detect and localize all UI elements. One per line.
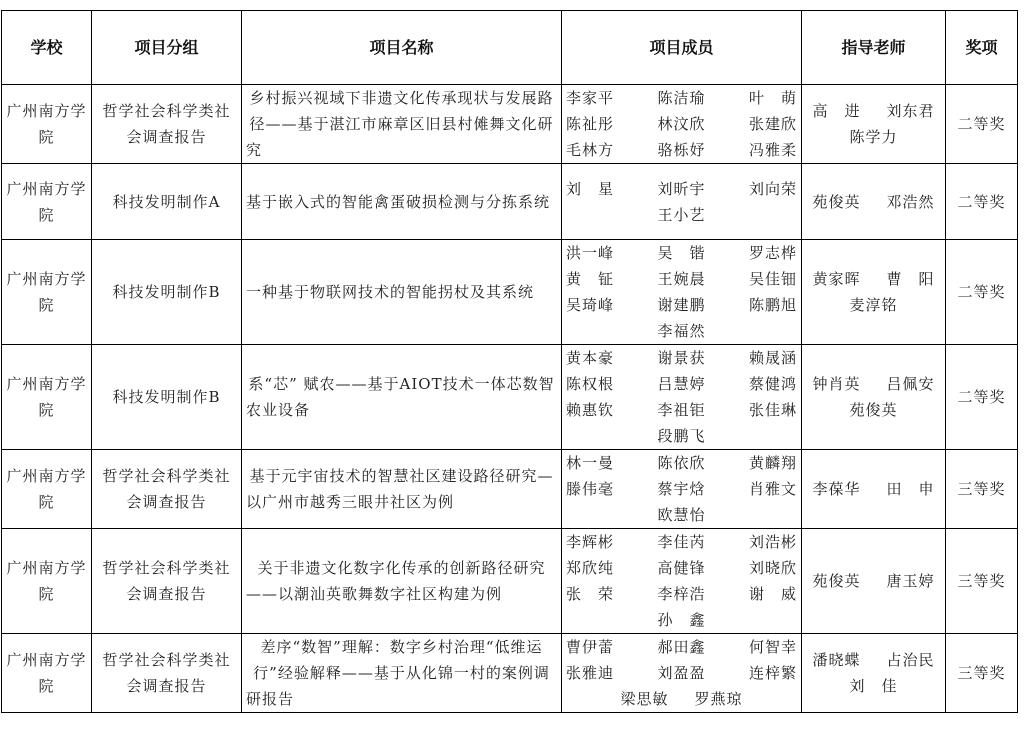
member-line (566, 176, 797, 202)
member-line (566, 137, 797, 163)
member-line (566, 266, 797, 292)
project-name-cell: 一种基于物联网技术的智能拐杖及其系统 (242, 240, 562, 345)
school-cell: 广州南方学院 (2, 240, 92, 345)
member-name: 叶 萌 (748, 89, 797, 107)
member-line (566, 292, 797, 318)
member-line (566, 371, 797, 397)
advisor-line (806, 476, 941, 502)
member-name: 肖雅文 (748, 480, 797, 498)
member-name: 骆栎妤 (657, 141, 706, 159)
advisor-name: 刘东君 (886, 102, 935, 120)
member-name: 赖惠钦 (566, 401, 615, 419)
members-cell (562, 164, 802, 240)
member-name: 陈鹏旭 (748, 296, 797, 314)
advisor-name: 唐玉婷 (886, 572, 935, 590)
member-name: 黄本豪 (566, 349, 615, 367)
member-name: 王小艺 (657, 205, 706, 224)
group-cell: 哲学社会科学类社会调查报告 (92, 85, 242, 164)
advisors-cell (802, 240, 946, 345)
table-row (2, 240, 1018, 345)
member-name: 谢 威 (748, 585, 797, 603)
member-name: 蔡健鸿 (748, 375, 797, 393)
member-line (566, 318, 797, 344)
table-row (2, 164, 1018, 240)
advisor-line (806, 98, 941, 124)
member-line (566, 634, 797, 660)
advisor-name: 黄家晖 (812, 270, 861, 288)
school-cell: 广州南方学院 (2, 164, 92, 240)
header-school: 学校 (2, 11, 92, 85)
member-name: 陈权根 (566, 375, 615, 393)
member-name: 刘昕宇 (657, 179, 706, 198)
member-line (566, 502, 797, 528)
member-name: 刘盈盈 (657, 664, 706, 682)
group-cell: 哲学社会科学类社会调查报告 (92, 634, 242, 713)
member-name: 谢建鹏 (657, 296, 706, 314)
header-members: 项目成员 (562, 11, 802, 85)
header-award: 奖项 (946, 11, 1018, 85)
table-row (2, 85, 1018, 164)
project-name-cell: 乡村振兴视域下非遗文化传承现状与发展路径——基于湛江市麻章区旧县村傩舞文化研究 (242, 85, 562, 164)
advisor-name: 曹 阳 (886, 270, 935, 288)
advisor-name: 李葆华 (812, 480, 861, 498)
member-name: 陈依欣 (657, 454, 706, 472)
advisor-line (806, 292, 941, 318)
header-advisors: 指导老师 (802, 11, 946, 85)
school-cell: 广州南方学院 (2, 634, 92, 713)
members-cell (562, 240, 802, 345)
advisors-cell (802, 345, 946, 450)
award-cell: 二等奖 (946, 164, 1018, 240)
member-name: 刘浩彬 (748, 533, 797, 551)
member-name: 冯雅柔 (748, 141, 797, 159)
group-cell: 科技发明制作A (92, 164, 242, 240)
member-name: 梁思敏 (620, 690, 669, 708)
member-name: 陈祉彤 (566, 115, 615, 133)
member-line (566, 607, 797, 633)
member-name: 欧慧怡 (657, 506, 706, 524)
award-cell: 二等奖 (946, 345, 1018, 450)
member-name: 李辉彬 (566, 533, 615, 551)
member-name: 李祖钜 (657, 401, 706, 419)
advisor-line (806, 266, 941, 292)
advisors-cell (802, 85, 946, 164)
member-name: 赖晟涵 (748, 349, 797, 367)
members-cell (562, 85, 802, 164)
member-line (566, 397, 797, 423)
group-cell: 科技发明制作B (92, 345, 242, 450)
member-name: 吕慧婷 (657, 375, 706, 393)
advisors-cell (802, 529, 946, 634)
advisor-line (806, 568, 941, 594)
member-name: 张雅迪 (566, 664, 615, 682)
advisors-cell (802, 634, 946, 713)
member-name: 谢景获 (657, 349, 706, 367)
advisor-name: 潘晓蝶 (812, 651, 861, 669)
members-cell (562, 345, 802, 450)
members-cell (562, 529, 802, 634)
advisor-name: 刘 佳 (849, 677, 898, 695)
award-cell: 三等奖 (946, 634, 1018, 713)
advisor-name: 占治民 (886, 651, 935, 669)
table-row (2, 529, 1018, 634)
award-cell: 三等奖 (946, 529, 1018, 634)
header-row (2, 11, 1018, 85)
member-name: 张建欣 (748, 115, 797, 133)
table-row (2, 450, 1018, 529)
member-name: 滕伟毫 (566, 480, 615, 498)
award-cell: 二等奖 (946, 240, 1018, 345)
member-name: 吴 锴 (657, 244, 706, 262)
member-name: 吴佳钿 (748, 270, 797, 288)
group-cell: 哲学社会科学类社会调查报告 (92, 450, 242, 529)
advisor-line (806, 124, 941, 150)
member-name: 李佳芮 (657, 533, 706, 551)
member-name: 孙 鑫 (657, 611, 706, 629)
member-name: 刘向荣 (748, 179, 797, 198)
member-name: 林汶欣 (657, 115, 706, 133)
school-cell: 广州南方学院 (2, 345, 92, 450)
project-name-cell: 基于嵌入式的智能禽蛋破损检测与分拣系统 (242, 164, 562, 240)
advisor-name: 吕佩安 (886, 375, 935, 393)
advisor-name: 田 申 (886, 480, 935, 498)
member-name: 李家平 (566, 89, 615, 107)
advisor-name: 麦淳铭 (849, 296, 898, 314)
member-name: 段鹏飞 (657, 427, 706, 445)
advisor-name: 钟肖英 (812, 375, 861, 393)
member-line (566, 202, 797, 228)
member-line (566, 423, 797, 449)
member-name: 何智幸 (748, 638, 797, 656)
advisor-line (806, 397, 941, 423)
member-name: 张 荣 (566, 585, 615, 603)
project-name-cell: 基于元宇宙技术的智慧社区建设路径研究—以广州市越秀三眼井社区为例 (242, 450, 562, 529)
member-name: 李福然 (657, 322, 706, 340)
member-name: 洪一峰 (566, 244, 615, 262)
project-name-cell: 系“芯” 赋农——基于AIOT技术一体芯数智农业设备 (242, 345, 562, 450)
member-name: 黄 钲 (566, 270, 615, 288)
member-line (566, 240, 797, 266)
group-cell: 科技发明制作B (92, 240, 242, 345)
advisor-name: 陈学力 (849, 128, 898, 146)
table-row (2, 634, 1018, 713)
member-name: 张佳琳 (748, 401, 797, 419)
member-name: 陈洁瑜 (657, 89, 706, 107)
members-cell (562, 634, 802, 713)
header-project-name: 项目名称 (242, 11, 562, 85)
school-cell: 广州南方学院 (2, 529, 92, 634)
member-name: 李梓浩 (657, 585, 706, 603)
member-name: 郝田鑫 (657, 638, 706, 656)
member-line (566, 581, 797, 607)
member-name: 罗燕琼 (694, 690, 743, 708)
school-cell: 广州南方学院 (2, 85, 92, 164)
member-name: 刘 星 (566, 179, 615, 198)
member-name: 刘晓欣 (748, 559, 797, 577)
member-name: 连梓繁 (748, 664, 797, 682)
member-name: 毛林方 (566, 141, 615, 159)
award-cell: 二等奖 (946, 85, 1018, 164)
member-name: 蔡宇焓 (657, 480, 706, 498)
member-name: 高健锋 (657, 559, 706, 577)
member-line (566, 660, 797, 686)
member-name: 曹伊蕾 (566, 638, 615, 656)
member-name: 林一曼 (566, 454, 615, 472)
school-cell: 广州南方学院 (2, 450, 92, 529)
awards-table (1, 10, 1018, 713)
member-name: 吴琦峰 (566, 296, 615, 314)
member-line (566, 555, 797, 581)
members-cell (562, 450, 802, 529)
member-line (566, 111, 797, 137)
member-line (566, 686, 797, 712)
member-name: 郑欣纯 (566, 559, 615, 577)
advisor-line (806, 371, 941, 397)
group-cell: 哲学社会科学类社会调查报告 (92, 529, 242, 634)
advisor-name: 苑俊英 (812, 192, 861, 211)
member-line (566, 476, 797, 502)
member-line (566, 450, 797, 476)
project-name-cell: 差序“数智”理解：数字乡村治理“低维运行”经验解释——基于从化锦一村的案例调研报告 (242, 634, 562, 713)
member-name: 王婉晨 (657, 270, 706, 288)
advisors-cell (802, 164, 946, 240)
advisor-name: 邓浩然 (886, 192, 935, 211)
member-line (566, 85, 797, 111)
header-group: 项目分组 (92, 11, 242, 85)
member-name: 罗志桦 (748, 244, 797, 262)
award-cell: 三等奖 (946, 450, 1018, 529)
advisor-line (806, 647, 941, 673)
member-name: 黄麟翔 (748, 454, 797, 472)
advisor-line (806, 673, 941, 699)
project-name-cell: 关于非遗文化数字化传承的创新路径研究——以潮汕英歌舞数字社区构建为例 (242, 529, 562, 634)
advisor-line (806, 189, 941, 215)
advisor-name: 高 进 (812, 102, 861, 120)
advisor-name: 苑俊英 (849, 401, 898, 419)
table-body (2, 85, 1018, 713)
member-line (566, 529, 797, 555)
advisor-name: 苑俊英 (812, 572, 861, 590)
advisors-cell (802, 450, 946, 529)
table-row (2, 345, 1018, 450)
member-line (566, 345, 797, 371)
